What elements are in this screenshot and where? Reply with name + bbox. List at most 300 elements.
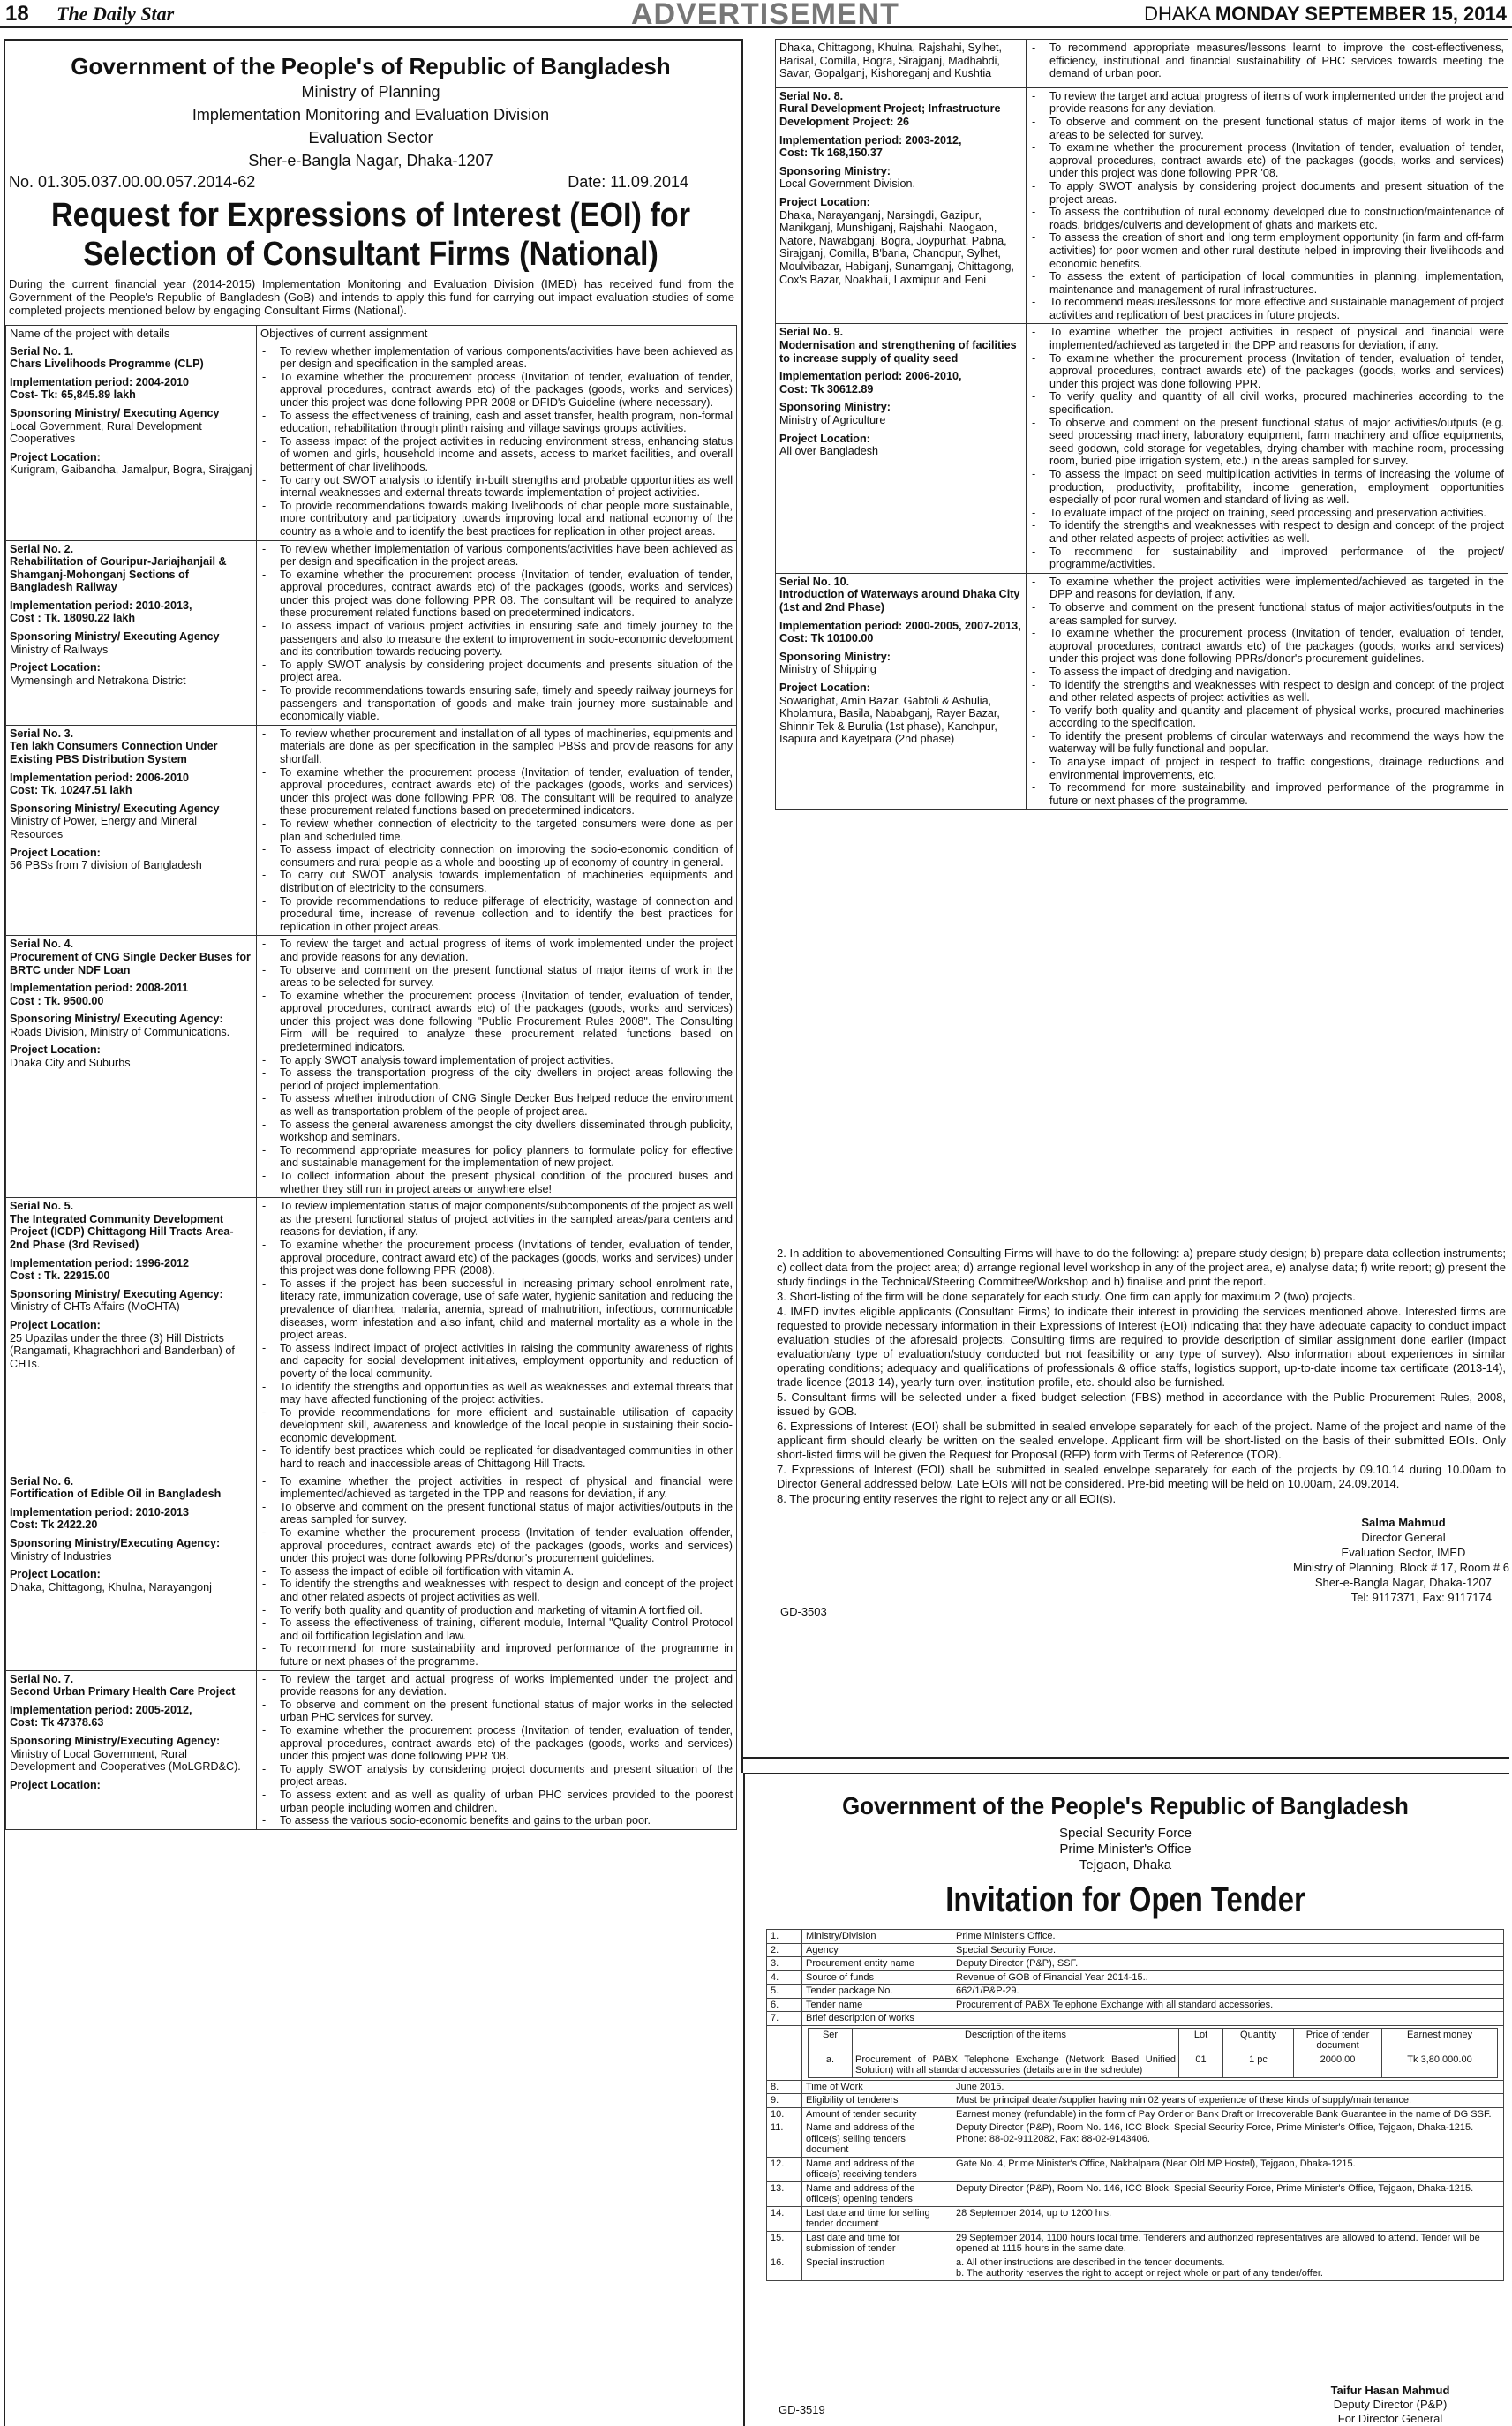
project-name: Ten lakh Consumers Connection Under Existing PBS Distribution System — [10, 740, 218, 765]
project-serial: Serial No. 6. — [10, 1474, 74, 1488]
objective-item: - To provide recommendations towards ensuring safe, timely and speedy railway journeys for passengers and transportation of goods and make train journey more sustainable and economically viable. — [260, 684, 733, 723]
project-period: Implementation period: 2005-2012, — [10, 1703, 192, 1716]
tender-gd-number: GD-3519 — [779, 2403, 825, 2416]
item-lot: 01 — [1179, 2053, 1223, 2077]
project-location-block — [779, 433, 1022, 458]
eoi-government-title: Government of the People's of Republic of Bangladesh — [71, 53, 671, 79]
tender-row-number: 4. — [767, 1970, 802, 1985]
objective-item: - To analyse impact of project in respect to traffic congestions, drainage reductions and environmental improvements, etc. — [1030, 756, 1504, 781]
tender-row-number: 10. — [767, 2107, 802, 2121]
objective-item: - To identify the strengths and opportunities as well as weaknesses and external threats that may have affected functioning of the project activities. — [260, 1381, 733, 1406]
project-cost: Cost : Tk. 9500.00 — [10, 994, 104, 1007]
project-location: 25 Upazilas under the three (3) Hill Districts (Rangamati, Khagrachhori and Banderban) of CHTs. — [10, 1331, 235, 1370]
tender-row-value: Procurement of PABX Telephone Exchange with all standard accessories. — [952, 1998, 1504, 2012]
tender-items-row — [767, 2025, 1504, 2080]
objective-item: - To carry out SWOT analysis to identify in-built strengths and probable opportunities as well internal weaknesses and external threats towards implementation of project activities. — [260, 474, 733, 500]
project-ministry: Ministry of Agriculture — [779, 414, 886, 427]
objective-item: - To examine whether the procurement process (Invitations of tender, evaluation of tender, approval procedure, contract award etc) of the packages (goods, works and services) under this project was done following PPR (2008). — [260, 1239, 733, 1277]
project-ministry-block — [10, 1288, 252, 1314]
objective-item: - To review the target and actual progress of works implemented under the project and provide reasons for any deviation. — [260, 1673, 733, 1699]
objective-item: - To assess indirect impact of project activities in raising the community awareness of rights and capacity for social development initiatives, employment opportunity and reduction of poverty of the local community. — [260, 1342, 733, 1381]
project-period: Implementation period: 2006-2010, — [779, 370, 962, 383]
tender-row-number: 12. — [767, 2157, 802, 2181]
tender-row-value: Deputy Director (P&P), Room No. 146, ICC Block, Special Security Force, Prime Minister's Office, Tejgaon, Dhaka-1215. — [952, 2181, 1504, 2206]
tender-row-number: 11. — [767, 2121, 802, 2158]
project-ministry-label: Sponsoring Ministry: — [779, 164, 891, 177]
project-ministry: Local Government Division. — [779, 177, 915, 191]
tender-row-value: 29 September 2014, 1100 hours local time. Tenderers and authorized representatives are allowed to attend. Tender will be opened at 1115 hours in the same date. — [952, 2231, 1504, 2256]
project-ministry-label: Sponsoring Ministry/ Executing Agency — [10, 802, 220, 815]
project-ministry: Local Government, Rural Development Cooperatives — [10, 419, 202, 446]
objective-item: - To identify the strengths and weaknesses with respect to design and concept of the project and other related aspects of project activities as well. — [1030, 519, 1504, 545]
project-location-label: Project Location: — [10, 1778, 101, 1791]
objective-item: - To evaluate impact of the project on training, seed processing and preservation activities. — [1030, 507, 1504, 520]
tender-items-table — [808, 2028, 1498, 2078]
project-details — [6, 1670, 257, 1829]
project-cost: Cost: Tk 30612.89 — [779, 382, 874, 396]
items-header-qty: Quantity — [1223, 2028, 1294, 2053]
project-cost: Cost: Tk 10100.00 — [779, 632, 874, 645]
project-name: Second Urban Primary Health Care Project — [10, 1685, 236, 1699]
tender-office: Prime Minister's Office — [1059, 1842, 1192, 1857]
eoi-sector: Evaluation Sector — [308, 129, 433, 147]
objective-item: - To observe and comment on the present functional status of major items of work in the areas to be selected for survey. — [260, 964, 733, 990]
item-desc: Procurement of PABX Telephone Exchange (Network Based Unified Solution) with all standard accessories (details are in the schedule) — [853, 2053, 1179, 2077]
project-name: Rehabilitation of Gouripur-Jariajhanjail & Shamganj-Mohonganj Sections of Bangladesh Railway — [10, 555, 227, 594]
tender-row-value: June 2015. — [952, 2080, 1504, 2094]
eoi-division: Implementation Monitoring and Evaluation Division — [192, 106, 550, 124]
ad-separator — [743, 1757, 1509, 1759]
items-header-price: Price of tender document — [1294, 2028, 1382, 2053]
project-ministry-block — [10, 1735, 252, 1774]
tender-row-label: Procurement entity name — [802, 1957, 952, 1971]
tender-row — [767, 2121, 1504, 2158]
items-header-ser: Ser — [809, 2028, 853, 2053]
note-8: 8. The procuring entity reserves the right to reject any or all EOI(s). — [777, 1492, 1117, 1505]
item-price: 2000.00 — [1294, 2053, 1382, 2077]
objective-item: - To assess the effectiveness of training, different module, Internal "Quality Control Protocol and oil fortification legislation and law. — [260, 1616, 733, 1642]
project-ministry-label: Sponsoring Ministry/Executing Agency: — [10, 1734, 221, 1747]
project-location-label: Project Location: — [779, 681, 870, 694]
tender-row — [767, 2080, 1504, 2094]
project-location-label: Project Location: — [10, 1568, 101, 1581]
project-location: All over Bangladesh — [779, 445, 879, 458]
objective-item: - To examine whether the procurement process (Invitation of tender, evaluation of tender, approval procedures, contract awards etc) of the packages (goods, works and services) under this project was done following PPR 2008 or DFID's Guideline (where necessary). — [260, 371, 733, 410]
objective-item: - To carry out SWOT analysis towards implementation of machineries equipments and distribution of electricity to the consumers. — [260, 869, 733, 894]
project-serial: Serial No. 8. — [779, 89, 844, 102]
project-location-label: Project Location: — [10, 1043, 101, 1057]
project-period-cost — [10, 376, 252, 402]
project-ministry-label: Sponsoring Ministry/ Executing Agency: — [10, 1287, 223, 1300]
project-objectives — [257, 1670, 737, 1829]
objective-item: - To examine whether the project activities were implemented/achieved as targeted in the DPP and reasons for deviation, if any. — [1030, 576, 1504, 601]
objective-item: - To assess impact of various project activities in ensuring safe and timely journey to the passengers and also to measure the extent to improvement in socio-economic development and its contribution towards reducing poverty. — [260, 620, 733, 659]
tender-row-number: 6. — [767, 1998, 802, 2012]
project-objectives — [1027, 87, 1508, 324]
note-3: 3. Short-listing of the firm will be done separately for each study. One firm can apply for maximum 2 (two) projects. — [777, 1290, 1356, 1303]
project-title — [779, 576, 1022, 614]
tender-row-label: Time of Work — [802, 2080, 952, 2094]
project-cost: Cost : Tk. 18090.22 lakh — [10, 612, 136, 625]
objective-item: - To assess the transportation progress of the city dwellers in project areas following the period of project implementation. — [260, 1066, 733, 1092]
project-ministry: Roads Division, Ministry of Communications. — [10, 1025, 230, 1038]
signatory-address-1: Ministry of Planning, Block # 17, Room # 6 — [1293, 1561, 1509, 1574]
project-title — [10, 1475, 252, 1501]
eoi-reference-line — [9, 173, 733, 192]
tender-row-label: Name and address of the office(s) opening tenders — [802, 2181, 952, 2206]
project-objectives — [257, 540, 737, 725]
objective-item: - To examine whether the procurement process (Invitation of tender, evaluation of tender, approval procedures, contract awards etc) of the packages (goods, works and services) under this project was done following "Public Procurement Rules 2008". The Consulting Firm will be required to analyze these procurement related functions based on predetermined indicators. — [260, 990, 733, 1054]
objective-item: - To assess the contribution of rural economy developed due to construction/maintenance of roads, bridges/culverts and development of ghats and markets etc. — [1030, 206, 1504, 231]
objective-item: - To assess the impact of edible oil fortification with vitamin A. — [260, 1565, 733, 1578]
objectives-list — [260, 1200, 733, 1470]
project-details — [776, 573, 1027, 810]
project-location-label: Project Location: — [779, 432, 870, 445]
project-cost: Cost: Tk 168,150.37 — [779, 147, 883, 160]
note-7: 7. Expressions of Interest (EOI) shall be submitted in sealed envelope separately for each of the projects by 09.10.14 during 10.00am to Director General addressed below. Late EOIs will not be considered. Pre-bid meeting will be held on 10.00am, 24.09.2014. — [777, 1463, 1506, 1490]
masthead — [0, 0, 1512, 31]
page-number: 18 — [5, 2, 29, 26]
tender-row — [767, 2181, 1504, 2206]
item-qty: 1 pc — [1223, 2053, 1294, 2077]
tender-row — [767, 2012, 1504, 2026]
tender-row — [767, 2094, 1504, 2108]
tender-details-table — [766, 1929, 1504, 2281]
tender-row-label: Last date and time for submission of tender — [802, 2231, 952, 2256]
project-location-block — [10, 1043, 252, 1069]
tender-row-label: Ministry/Division — [802, 1930, 952, 1944]
tender-row-value: Deputy Director (P&P), Room No. 146, ICC Block, Special Security Force, Prime Minister's Office, Tejgaon, Dhaka-1215. Phone: 88-02-9112082, Fax: 88-02-9143406. — [952, 2121, 1504, 2158]
project-cost: Cost: Tk 2422.20 — [10, 1518, 98, 1532]
project-objectives — [257, 1473, 737, 1670]
objective-item: - To examine whether the procurement process (Invitation of tender evaluation offender, approval procedures, contract awards etc) of the packages (goods, works and services) under this project was done following PPRs/donor's procurement guidelines. — [260, 1526, 733, 1565]
objective-item: - To review whether connection of electricity to the targeted consumers were done as per plan and scheduled time. — [260, 817, 733, 843]
tender-row — [767, 2107, 1504, 2121]
tender-signatory-for: For Director General — [1337, 2412, 1443, 2425]
objective-item: - To observe and comment on the present functional status of major items of work in the areas to be selected for survey. — [1030, 116, 1504, 141]
section-label: ADVERTISEMENT — [631, 0, 899, 31]
objective-item: - To recommend for sustainability and improved performance of the project/ programme/activities. — [1030, 546, 1504, 571]
project-objectives — [1027, 324, 1508, 573]
tender-row-value — [952, 2012, 1504, 2026]
project-serial: Serial No. 4. — [10, 938, 74, 951]
tender-row-value: 28 September 2014, up to 1200 hrs. — [952, 2206, 1504, 2231]
col-header-project: Name of the project with details — [6, 326, 257, 343]
objective-item: - To collect information about the present physical condition of the procured buses and whether they still run in project areas or anywhere else! — [260, 1170, 733, 1195]
objective-item: - To recommend appropriate measures/lessons learnt to improve the cost-effectiveness, efficiency, institutional and financial sustainability of PHC services towards meeting the demand of urban poor. — [1030, 41, 1504, 80]
objective-item: - To recommend appropriate measures for policy planners to formulate policy for effective and sustainable management for the implementation of new project. — [260, 1144, 733, 1170]
objective-item: - To review whether procurement and installation of all types of machineries, equipments and materials are done as per specification in the sampled PBSs and provide reasons for any shortfall. — [260, 727, 733, 766]
objective-item: - To identify best practices which could be replicated for disadvantaged communities in other hard to reach and inaccessible areas of Chittagong Hill Tracts. — [260, 1444, 733, 1470]
objective-item: - To review whether implementation of various components/activities have been achieved as per design and specification in the sampled areas. — [260, 345, 733, 371]
project-objectives — [1027, 573, 1508, 810]
project-location-block — [10, 847, 252, 872]
item-earnest: Tk 3,80,000.00 — [1382, 2053, 1498, 2077]
project-ministry-label: Sponsoring Ministry: — [779, 401, 891, 414]
project-location-block — [10, 1779, 252, 1792]
objective-item: - To assess the effectiveness of training, cash and asset transfer, health program, non-formal education, rehabilitation through plinth raising and village savings groups activities. — [260, 410, 733, 435]
tender-row — [767, 2206, 1504, 2231]
tender-row-number: 9. — [767, 2094, 802, 2108]
objective-item: - To examine whether the procurement process (Invitation of tender, evaluation of tender, approval procedures, contract awards etc) of the packages (goods, works and services) under this project was done following PPR '08. — [1030, 141, 1504, 180]
project-ministry-block — [779, 401, 1022, 426]
objective-item: - To assess the impact of dredging and navigation. — [1030, 666, 1504, 679]
note-4: 4. IMED invites eligible applicants (Consultant Firms) to indicate their interest in providing the services mentioned above. Interested firms are requested to provide necessary information in their Expressions of Interest (EOI) indicating that they have adequate capacity to conduct impact evaluation studies of the aforesaid projects. Consulting firms are required to provide description of similar assignment done earlier (Impact evaluation/any type of evaluation/study conducted but not feasibility or any type of survey). Also information about experiences in similar operating conditions; adequacy and qualifications of professionals & office staffs, logistics support, up-to-date income tax certificate (2013-14), trade licence (2013-14), yearly turn-over, institution profile, etc. should also be furnished. — [777, 1305, 1506, 1389]
eoi-projects-table-left — [5, 325, 737, 1830]
objectives-list — [260, 938, 733, 1195]
eoi-intro: During the current financial year (2014-2015) Implementation Monitoring and Evaluation Division (IMED) has received fund from the Government of the People's Republic of Bangladesh (GoB) and intends to apply this fund for carrying out impact evaluation studies of some completed projects mentioned below by engaging Consultant Firms (National). — [9, 277, 734, 317]
eoi-signature-block — [1174, 1515, 1509, 1605]
project-ministry: Ministry of Power, Energy and Mineral Resources — [10, 815, 198, 840]
project-ministry-block — [10, 407, 252, 446]
eoi-date: Date: 11.09.2014 — [568, 173, 688, 191]
note-6: 6. Expressions of Interest (EOI) shall be submitted in sealed envelope separately for each of the project. Name of the project and name of the applicant firm should clearly be written on the sealed envelope. Applicant firm will be short-listed on the basis of their submitted EOIs. Only short-listed firms will be given the Request for Proposal (RFP) form with Terms of Reference (TOR). — [777, 1420, 1506, 1461]
signatory-title: Director General — [1361, 1531, 1446, 1544]
objective-item: - To verify both quality and quantity of production and marketing of vitamin A fortified oil. — [260, 1604, 733, 1617]
tender-row-label: Agency — [802, 1943, 952, 1957]
project-location-block — [779, 682, 1022, 746]
project-cost: Cost : Tk. 22915.00 — [10, 1270, 110, 1283]
project-period-cost — [10, 772, 252, 797]
objective-item: - To examine whether the procurement process (Invitation of tender, evaluation of tender, approval procedures, contract awards etc) of the packages (goods, works and services) under this project was done following PPR. — [1030, 352, 1504, 391]
project-period: Implementation period: 2006-2010 — [10, 771, 189, 784]
project-ministry: Ministry of Industries — [10, 1549, 112, 1563]
project-location: Dhaka, Chittagong, Khulna, Narayangonj — [10, 1580, 212, 1593]
objective-item: - To identify the strengths and weaknesses with respect to design and concept of the project and other related aspects of project activities as well. — [260, 1578, 733, 1603]
project-ministry: Ministry of Railways — [10, 643, 109, 656]
tender-force: Special Security Force — [1058, 1826, 1192, 1841]
project-ministry-block — [10, 802, 252, 841]
project-name: Rural Development Project; Infrastructure Development Project: 26 — [779, 102, 1001, 128]
objective-item: - To verify both quality and quantity and placement of physical works, procured machineries according to the specification. — [1030, 704, 1504, 730]
project-title — [10, 543, 252, 594]
project-cost: Cost- Tk: 65,845.89 lakh — [10, 388, 136, 402]
objective-item: - To examine whether the procurement process (Invitation of tender, evaluation of tender, approval procedures, contract awards etc) of the packages (goods, works and services) under this project was done following PPR 08. The consultant will be required to analyze these procurement related functions based on predetermined indicators. — [260, 569, 733, 620]
tender-row-number: 2. — [767, 1943, 802, 1957]
project-period: Implementation period: 2008-2011 — [10, 982, 189, 995]
eoi-headline: Request for Expressions of Interest (EOI) for Selection of Consultant Firms (National) — [50, 197, 691, 273]
objective-item: - To recommend measures/lessons for more effective and sustainable management of project activities and replication of best practices in future projects. — [1030, 296, 1504, 321]
objective-item: - To verify quality and quantity of all civil works, procured machineries according to the specification. — [1030, 390, 1504, 416]
tender-row-number: 5. — [767, 1985, 802, 1999]
tender-row — [767, 1985, 1504, 1999]
project-row — [6, 725, 737, 936]
objectives-list — [260, 1673, 733, 1827]
tender-government-title: Government of the People's Republic of Bangladesh — [842, 1792, 1409, 1820]
project-serial: Serial No. 5. — [10, 1200, 74, 1213]
objective-item: - To examine whether the procurement process (Invitation of tender, evaluation of tender, approval procedures, contract awards etc) of the packages (goods, works and services) under this project was done following PPR '08. The consultant will be required to analyze these procurement related functions based on predetermined indicators. — [260, 766, 733, 817]
tender-row-value: Special Security Force. — [952, 1943, 1504, 1957]
tender-row-number: 1. — [767, 1930, 802, 1944]
objective-item: - To examine whether the project activities in respect of physical and financial were implemented/achieved as targeted in the DPP and reasons for deviation, if any. — [1030, 326, 1504, 351]
objective-item: - To apply SWOT analysis by considering project documents and present situation of the project areas. — [1030, 180, 1504, 206]
project-row — [776, 573, 1508, 810]
project-row — [6, 1473, 737, 1670]
project-details — [6, 540, 257, 725]
paper-name: The Daily Star — [56, 3, 175, 25]
tender-row-label: Tender package No. — [802, 1985, 952, 1999]
eoi-gd-number: GD-3503 — [780, 1605, 827, 1618]
project-period: Implementation period: 2004-2010 — [10, 375, 189, 388]
project-objectives — [257, 936, 737, 1198]
project-objectives — [257, 1198, 737, 1473]
project-details — [776, 324, 1027, 573]
project-location: 56 PBSs from 7 division of Bangladesh — [10, 859, 202, 872]
project-title — [10, 1673, 252, 1699]
tender-row-value: Must be principal dealer/supplier having min 02 years of experience of these kinds of supply/maintenance. — [952, 2094, 1504, 2108]
project-objectives — [257, 725, 737, 936]
objective-item: - To observe and comment on the present functional status of major works in the selected urban PHC services for survey. — [260, 1699, 733, 1724]
project-title — [10, 345, 252, 371]
tender-items-cell — [802, 2025, 1504, 2080]
project-cost: Cost: Tk 47378.63 — [10, 1716, 104, 1729]
project-serial: Serial No. 7. — [10, 1672, 74, 1685]
project-serial: Serial No. 3. — [10, 727, 74, 740]
tender-signature-block — [1280, 2384, 1501, 2426]
tender-row-value: Earnest money (refundable) in the form of Pay Order or Bank Draft or Irrecoverable Bank Guarantee in the name of DG SSF. — [952, 2107, 1504, 2121]
project-serial: Serial No. 1. — [10, 344, 74, 358]
tender-signatory-name: Taifur Hasan Mahmud — [1330, 2384, 1450, 2397]
project-serial: Serial No. 2. — [10, 542, 74, 555]
objective-item: - To identify the present problems of circular waterways and recommend the ways how the waterway will be fully functional and popular. — [1030, 730, 1504, 756]
project-title — [10, 727, 252, 766]
objective-item: - To review whether implementation of various components/activities have been achieved as per design and specification in the project areas. — [260, 543, 733, 569]
tender-row-label: Name and address of the office(s) selling tenders document — [802, 2121, 952, 2158]
objectives-list — [1030, 90, 1504, 322]
project-location-block — [10, 451, 252, 477]
tender-place: Tejgaon, Dhaka — [1079, 1857, 1172, 1872]
project-period: Implementation period: 2010-2013 — [10, 1505, 189, 1518]
objective-item: - To provide recommendations to reduce pilferage of electricity, wastage of connection and procedural time, increase of revenue collection and to identify the best practices for replication in other project areas. — [260, 895, 733, 934]
tender-row-label: Tender name — [802, 1998, 952, 2012]
objective-item: - To examine whether the procurement process (Invitation of tender, evaluation of tender, approval procedures, contract awards etc) of the packages (goods, works and services) under this project was done following PPRs/donor's procurement guidelines. — [1030, 627, 1504, 666]
project-period-cost — [779, 620, 1022, 645]
objective-item: - To provide recommendations for more efficient and sustainable utilisation of capacity development skill, awareness and knowledge of the local people in sustaining their socio-economic development. — [260, 1406, 733, 1445]
objective-item: - To assess extent and as well as quality of urban PHC services provided to the poorest urban people including women and children. — [260, 1789, 733, 1814]
objective-item: - To recommend for more sustainability and improved performance of the programme in future or next phases of the programme. — [260, 1642, 733, 1668]
project-location: Dhaka, Chittagong, Khulna, Rajshahi, Sylhet, Barisal, Comilla, Bogra, Sirajganj, Madhabdi, Savar, Gopalganj, Kishoreganj and Kushtia — [779, 41, 1003, 80]
signatory-dept: Evaluation Sector, IMED — [1341, 1546, 1466, 1559]
project-name: Modernisation and strengthening of facilities to increase supply of quality seed — [779, 339, 1017, 365]
project-title — [10, 938, 252, 976]
tender-items-header — [809, 2028, 1498, 2053]
project-row — [776, 40, 1508, 88]
tender-signatory-title: Deputy Director (P&P) — [1333, 2398, 1448, 2411]
tender-row-label: Last date and time for selling tender document — [802, 2206, 952, 2231]
project-details — [6, 725, 257, 936]
project-details — [6, 936, 257, 1198]
objectives-list — [1030, 576, 1504, 808]
project-ministry-block — [10, 1013, 252, 1038]
project-cost: Cost: Tk. 10247.51 lakh — [10, 784, 132, 797]
project-name: Introduction of Waterways around Dhaka City (1st and 2nd Phase) — [779, 588, 1020, 614]
project-location: Sowarighat, Amin Bazar, Gabtoli & Ashulia, Kholamura, Basila, Nababganj, Rayer Bazar, Shinnir Tek & Burulia (1st phase), Kanchpur, Isapura and Kayetpara (2nd phase) — [779, 694, 1000, 746]
objectives-list — [260, 345, 733, 539]
objective-item: - To observe and comment on the present functional status of major activities/outputs in the areas sampled for survey. — [1030, 601, 1504, 627]
tender-row-number: 8. — [767, 2080, 802, 2094]
project-details — [6, 343, 257, 540]
project-ministry-label: Sponsoring Ministry/ Executing Agency — [10, 630, 220, 644]
objective-item: - To assess whether introduction of CNG Single Decker Bus helped reduce the environment as well as transportation problem of the people of project area. — [260, 1092, 733, 1118]
eoi-projects-table-right — [775, 39, 1508, 810]
eoi-ministry: Ministry of Planning — [301, 83, 440, 101]
objective-item: - To apply SWOT analysis toward implementation of project activities. — [260, 1054, 733, 1067]
note-2: 2. In addition to abovementioned Consulting Firms will have to do the following: a) prepare study design; b) prepare data collection instruments; c) collect data from the project area; d) arrange regional level workshop in any of the project area, e) analyse data; f) write report; g) present the study findings in the Technical/Steering Committee/Workshop and h) finalise and print the report. — [777, 1247, 1506, 1288]
note-5: 5. Consultant firms will be selected under a fixed budget selection (FBS) method in accordance with the Public Procurement Rules, 2008, issued by GOB. — [777, 1390, 1506, 1418]
project-ministry: Ministry of Shipping — [779, 663, 876, 676]
project-location-block — [779, 41, 1022, 80]
objectives-list — [1030, 326, 1504, 570]
issue-date: DHAKA MONDAY SEPTEMBER 15, 2014 — [1144, 3, 1507, 25]
items-header-desc: Description of the items — [853, 2028, 1179, 2053]
project-name: Procurement of CNG Single Decker Buses for BRTC under NDF Loan — [10, 950, 251, 976]
tender-row-label: Name and address of the office(s) receiving tenders — [802, 2157, 952, 2181]
objectives-list — [260, 1475, 733, 1669]
project-details — [776, 87, 1027, 324]
project-ministry-block — [779, 651, 1022, 676]
eoi-address: Sher-e-Bangla Nagar, Dhaka-1207 — [248, 152, 493, 170]
project-title — [10, 1200, 252, 1251]
objective-item: - To assess the various socio-economic benefits and gains to the urban poor. — [260, 1814, 733, 1827]
project-ministry-block — [779, 165, 1022, 191]
project-title — [779, 326, 1022, 365]
objective-item: - To provide recommendations towards making livelihoods of char people more sustainable, more contributory and participatory towards improving local and national economy of the country as a whole and to identify the best practices for replication in other project areas. — [260, 500, 733, 539]
tender-row — [767, 1930, 1504, 1944]
signatory-tel: Tel: 9117371, Fax: 9117174 — [1350, 1591, 1492, 1604]
tender-row-label: Amount of tender security — [802, 2107, 952, 2121]
objective-item: - To observe and comment on the present functional status of major activities/outputs in the areas sampled for survey. — [260, 1501, 733, 1526]
eoi-notes — [777, 1247, 1506, 1507]
tender-row-value: a. All other instructions are described in the tender documents. b. The authority reserves the right to accept or reject whole or part of any tender/offer. — [952, 2256, 1504, 2280]
tender-row-value: Deputy Director (P&P), SSF. — [952, 1957, 1504, 1971]
project-location-block — [779, 196, 1022, 286]
objective-item: - To apply SWOT analysis by considering project documents and presents situation of the project area. — [260, 659, 733, 684]
tender-row — [767, 2157, 1504, 2181]
project-period-cost — [779, 370, 1022, 396]
objective-item: - To review the target and actual progress of items of work implemented under the project and provide reasons for any deviation. — [260, 938, 733, 963]
project-location: Mymensingh and Netrakona District — [10, 674, 186, 687]
tender-row — [767, 1998, 1504, 2012]
project-ministry-label: Sponsoring Ministry: — [779, 650, 891, 663]
project-location-block — [10, 1319, 252, 1370]
project-row — [6, 1198, 737, 1473]
project-location-label: Project Location: — [10, 846, 101, 859]
project-serial: Serial No. 10. — [779, 575, 850, 588]
project-location-label: Project Location: — [10, 1318, 101, 1331]
objective-item: - To apply SWOT analysis by considering project documents and present situation of the project areas. — [260, 1763, 733, 1789]
tender-row-label: Special instruction — [802, 2256, 952, 2280]
project-location: Dhaka City and Suburbs — [10, 1057, 131, 1070]
project-ministry-block — [10, 1537, 252, 1563]
project-ministry-block — [10, 630, 252, 656]
project-period: Implementation period: 2000-2005, 2007-2013, — [779, 619, 1021, 632]
items-header-earnest: Earnest money — [1382, 2028, 1498, 2053]
objective-item: - To observe and comment on the present functional status of major activities/outputs (e.g. seed processing machinery, laboratory equipment, farm machinery and office equipments, seed godown, cold storage for vegetables, drying chamber with machine room, processing room, buried pipe irrigation system, etc.) in the areas sampled for survey. — [1030, 417, 1504, 468]
objective-item: - To assess impact of electricity connection on improving the socio-economic condition of consumers and rural people as a whole and boosting up of economy of country in general. — [260, 843, 733, 869]
project-period-cost — [10, 1704, 252, 1729]
project-row — [6, 343, 737, 540]
objective-item: - To examine whether the project activities in respect of physical and financial were implemented/achieved as targeted in the TPP and reasons for deviation, if any. — [260, 1475, 733, 1501]
project-row — [6, 540, 737, 725]
project-ministry-label: Sponsoring Ministry/Executing Agency: — [10, 1537, 221, 1550]
tender-item-row — [809, 2053, 1498, 2077]
project-ministry: Ministry of CHTs Affairs (MoCHTA) — [10, 1300, 180, 1314]
project-name: Fortification of Edible Oil in Bangladesh — [10, 1488, 222, 1501]
tender-row — [767, 2231, 1504, 2256]
project-period: Implementation period: 1996-2012 — [10, 1256, 189, 1270]
tender-row-number: 16. — [767, 2256, 802, 2280]
tender-row-label: Source of funds — [802, 1970, 952, 1985]
